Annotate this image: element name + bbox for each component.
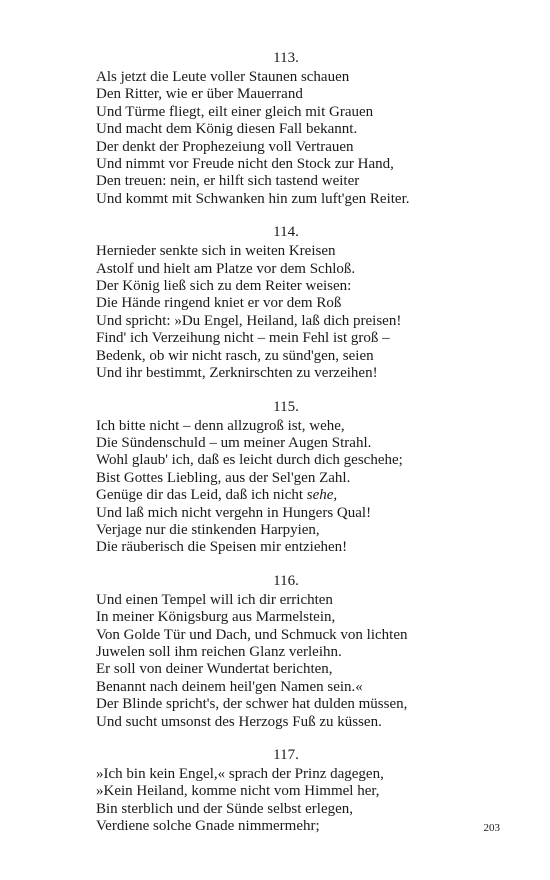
poem-page (96, 50, 476, 852)
verse-line: Und laß mich nicht vergehn in Hungers Qual! (96, 504, 372, 521)
verse-line: Bedenk, ob wir nicht rasch, zu sünd'gen, seien (96, 347, 374, 364)
verse-line: Die Hände ringend kniet er vor dem Roß (96, 295, 342, 312)
verse-line: Den treuen: nein, er hilft sich tastend weiter (96, 173, 360, 190)
verse-line: Wohl glaub' ich, daß es leicht durch dich geschehe; (96, 452, 403, 469)
verse-line: Er soll von deiner Wundertat berichten, (96, 661, 333, 678)
verse-line: Und spricht: »Du Engel, Heiland, laß dich preisen! (96, 312, 402, 329)
verse-line: Verjage nur die stinkenden Harpyien, (96, 521, 320, 538)
verse-line: Und einen Tempel will ich dir errichten (96, 591, 333, 608)
verse-line: Und nimmt vor Freude nicht den Stock zur Hand, (96, 156, 394, 173)
stanza-number: 117. (273, 747, 299, 763)
stanza-115 (96, 399, 476, 557)
verse-line: Hernieder senkte sich in weiten Kreisen (96, 243, 336, 260)
verse-line: Astolf und hielt am Platze vor dem Schloß. (96, 260, 356, 277)
page-number: 203 (483, 822, 500, 834)
verse-line: Den Ritter, wie er über Mauerrand (96, 86, 303, 103)
stanza-number: 115. (273, 398, 299, 415)
stanza-114 (96, 224, 476, 382)
stanza-117 (96, 747, 476, 836)
verse-line: Find' ich Verzeihung nicht – mein Fehl ist groß – (96, 330, 390, 347)
verse-line: Der denkt der Prophezeiung voll Vertrauen (96, 138, 354, 155)
verse-line: Und sucht umsonst des Herzogs Fuß zu küssen. (96, 713, 382, 730)
verse-line: Und macht dem König diesen Fall bekannt. (96, 121, 358, 138)
stanza-number: 113. (273, 50, 299, 66)
verse-line: In meiner Königsburg aus Marmelstein, (96, 609, 336, 626)
verse-line: Benannt nach deinem heil'gen Namen sein.« (96, 678, 363, 695)
verse-line: »Ich bin kein Engel,« sprach der Prinz dagegen, (96, 766, 384, 782)
stanza-number: 116. (273, 572, 299, 589)
verse-line: Und ihr bestimmt, Zerknirschten zu verzeihen! (96, 365, 378, 382)
verse-line: Der König ließ sich zu dem Reiter weisen: (96, 278, 352, 295)
verse-line: »Kein Heiland, komme nicht vom Himmel her, (96, 783, 380, 800)
verse-line: Ich bitte nicht – denn allzugroß ist, wehe, (96, 417, 345, 434)
verse-line: Die Sündenschuld – um meiner Augen Strahl. (96, 434, 372, 451)
verse-line: Und kommt mit Schwanken hin zum luft'gen Reiter. (96, 190, 410, 207)
verse-line: Bist Gottes Liebling, aus der Sel'gen Zahl. (96, 469, 351, 486)
verse-line: Juwelen soll ihm reichen Glanz verleihn. (96, 643, 342, 660)
stanza-116 (96, 573, 476, 731)
verse-line: Die räuberisch die Speisen mir entziehen! (96, 539, 348, 556)
stanza-number: 114. (273, 224, 299, 241)
verse-line (96, 487, 476, 504)
verse-line: Von Golde Tür und Dach, und Schmuck von lichten (96, 626, 408, 643)
verse-line: Als jetzt die Leute voller Staunen schauen (96, 69, 350, 85)
verse-line: Und Türme fliegt, eilt einer gleich mit Grauen (96, 103, 374, 120)
verse-line: Verdiene solche Gnade nimmermehr; (96, 818, 320, 835)
verse-line: Der Blinde spricht's, der schwer hat dulden müssen, (96, 696, 408, 713)
stanza-113 (96, 50, 476, 208)
verse-line-text: Genüge dir das Leid, daß ich nicht (96, 487, 307, 504)
verse-line: Bin sterblich und der Sünde selbst erlegen, (96, 800, 354, 817)
italic-word: sehe, (306, 487, 338, 504)
